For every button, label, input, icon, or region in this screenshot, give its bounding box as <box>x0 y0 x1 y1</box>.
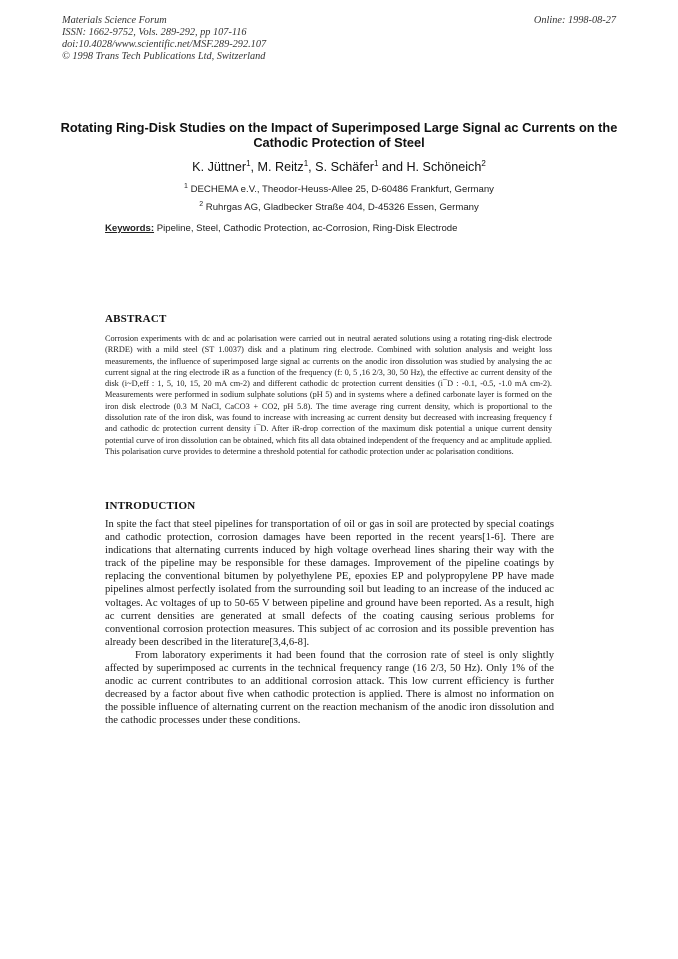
keywords-label: Keywords: <box>105 223 155 234</box>
keywords-text: Pipeline, Steel, Cathodic Protection, ac-Corrosion, Ring-Disk Electrode <box>154 223 458 234</box>
author-name: K. Jüttner <box>192 160 247 175</box>
author-list <box>60 159 618 174</box>
introduction-heading: INTRODUCTION <box>105 500 196 512</box>
author-conjunction: and <box>378 160 407 175</box>
issn-line: ISSN: 1662-9752, Vols. 289-292, pp 107-116 <box>62 27 247 38</box>
affiliation-mark: 2 <box>481 159 486 168</box>
introduction-text <box>105 518 554 728</box>
affiliation-text: DECHEMA e.V., Theodor-Heuss-Allee 25, D-60486 Frankfurt, Germany <box>190 184 494 196</box>
keywords <box>105 223 457 234</box>
abstract-heading: ABSTRACT <box>105 313 167 325</box>
author-name: H. Schöneich <box>406 160 482 175</box>
abstract-text: Corrosion experiments with dc and ac polarisation were carried out in neutral aerated solutions using a rotating ring-disk electrode (RRDE) with a mild steel (ST 1.0037) disk and a platinum ring electrode. Combined with solution analysis and weight loss measurements, the influence of superimposed large signal ac currents on the anodic iron dissolution was studied by analysing the ac current signal at the ring electrode iR as a function of the frequency (f: 0, 5 ,16 2/3, 30, 50 Hz), the effective ac current density of the disk (i~D,eff : 1, 5, 10, 15, 20 mA cm-2) and different cathodic dc protection current densities (i¯D : -0.1, -0.5, -1.0 mA cm-2). Measurements were performed in sodium sulphate solutions (pH 5) and in systems where a defined carbonate layer is formed on the iron disk electrode (0.3 M NaCl, CaCO3 + CO2, pH 5.8). The time average ring current density, which is proportional to the dissolution rate of the iron disk, was found to increase with increasing ac current density but decreased with increasing frequency f and cathodic dc protection current density i¯D. After iR-drop correction of the maximum disk potential a unique current density potential curve of iron dissolution can be obtained, which fits all data obtained independent of the frequency and ac amplitude applied. This polarisation curve provides to determine a threshold potential for cathodic protection under ac polarisation conditions. <box>105 334 552 456</box>
copyright-line: © 1998 Trans Tech Publications Ltd, Switzerland <box>62 51 266 62</box>
paper-title: Rotating Ring-Disk Studies on the Impact of Superimposed Large Signal ac Currents on the Cathodic Protection of Steel <box>60 120 618 150</box>
journal-header <box>62 15 266 63</box>
affiliation-2 <box>60 201 618 213</box>
affiliation-mark: 2 <box>199 201 204 208</box>
online-date: Online: 1998-08-27 <box>533 15 616 26</box>
doi-link[interactable]: doi:10.4028/www.scientific.net/MSF.289-292.107 <box>62 39 267 50</box>
author-name: S. Schäfer <box>315 160 374 175</box>
affiliation-mark: 1 <box>246 159 251 168</box>
affiliation-text: Ruhrgas AG, Gladbecker Straße 404, D-45326 Essen, Germany <box>205 202 479 214</box>
author-separator: , <box>308 160 316 175</box>
author-name: M. Reitz <box>257 160 304 175</box>
paragraph: In spite the fact that steel pipelines for transportation of oil or gas in soil are protected by special coatings and cathodic protection, corrosion damages have been reported in the recent years[1-6]. There are indications that alternating currents induced by high voltage overhead lines sharing their way with the track of the pipeline may be responsible for these damages. Improvement of the pipeline coatings by replacing the conventional bitumen by polyethylene PE, epoxies EP and polypropylene PP have made pipelines almost perfectly isolated from the surrounding soil but leading to an increase of the induced ac voltages. Ac voltages of up to 50-65 V between pipeline and ground have been reported. As a result, high ac current densities are generated at small defects of the coating causing serious problems for conventional corrosion protection measures. This subject of ac corrosion and its possible prevention has already been described in the literature[3,4,6-8]. <box>105 519 554 648</box>
affiliation-mark: 1 <box>303 159 309 168</box>
affiliation-mark: 1 <box>373 159 379 168</box>
paragraph: From laboratory experiments it had been found that the corrosion rate of steel is only slightly affected by superimposed ac currents in the technical frequency range (16 2/3, 50 Hz). Only 1% of the anodic ac current contributes to an additional corrosion attack. This low current efficiency is further decreased by a factor about five when cathodic protection is applied. There is almost no information on the possible influence of alternating current on the reaction mechanism of the anodic iron dissolution and the cathodic processes under these conditions. <box>105 649 554 727</box>
journal-name: Materials Science Forum <box>62 15 167 26</box>
affiliation-mark: 1 <box>184 183 188 190</box>
affiliation-1 <box>60 183 618 195</box>
author-separator: , <box>250 160 258 175</box>
